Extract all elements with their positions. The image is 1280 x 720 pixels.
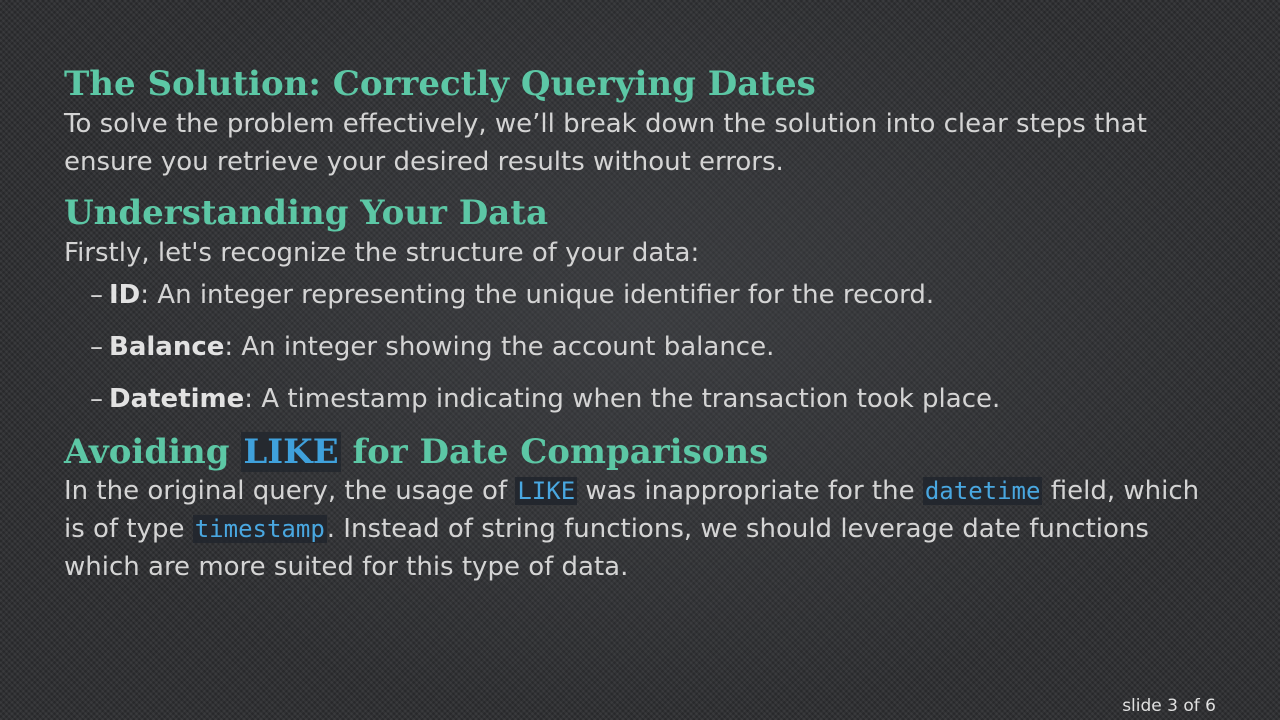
field-term: Datetime: [109, 383, 245, 414]
section-heading-understanding-data: Understanding Your Data: [64, 192, 549, 233]
field-description: : An integer representing the unique identifier for the record.: [140, 279, 935, 310]
heading-text: for Date Comparisons: [340, 431, 769, 472]
paragraph-text: field, which is of type: [64, 476, 1200, 545]
field-list: [64, 276, 1224, 418]
inline-code: timestamp: [194, 515, 325, 544]
section-lead: Firstly, let's recognize the structure of your data:: [64, 237, 700, 268]
section-paragraph: [64, 472, 1224, 586]
intro-paragraph: To solve the problem effectively, we’ll break down the solution into clear steps that ensure you retrieve your desired results without errors.: [64, 108, 1147, 177]
inline-code: LIKE: [517, 477, 576, 506]
list-item: [90, 276, 1224, 314]
slide-title: The Solution: Correctly Querying Dates: [64, 64, 816, 104]
field-term: ID: [109, 279, 141, 310]
slide-content: [64, 64, 1224, 586]
heading-text: Avoiding: [64, 431, 242, 472]
field-description: : A timestamp indicating when the transaction took place.: [244, 383, 1001, 414]
field-description: : An integer showing the account balance.: [224, 331, 775, 362]
bullet-dash: –: [90, 279, 103, 310]
heading-code: LIKE: [243, 431, 339, 472]
list-item: [90, 328, 1224, 366]
section-heading-avoiding-like: [64, 432, 1224, 473]
list-item: [90, 380, 1224, 418]
spacer: [64, 181, 1224, 193]
inline-code: datetime: [924, 477, 1041, 506]
paragraph-text: In the original query, the usage of: [64, 476, 516, 507]
bullet-dash: –: [90, 383, 103, 414]
field-term: Balance: [109, 331, 225, 362]
slide-counter: slide 3 of 6: [1122, 696, 1216, 716]
paragraph-text: was inappropriate for the: [577, 476, 923, 507]
bullet-dash: –: [90, 331, 103, 362]
paragraph-text: . Instead of string functions, we should leverage date functions which are more suited for this type of data.: [64, 514, 1149, 583]
